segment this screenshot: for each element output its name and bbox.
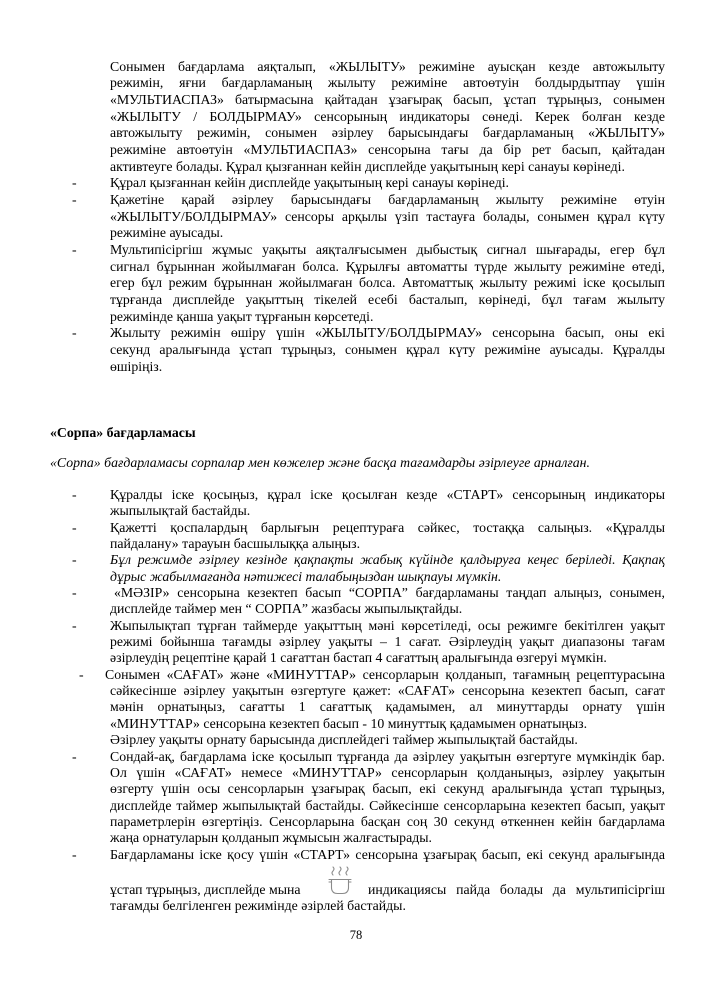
page-number: 78 <box>349 928 363 942</box>
text-line: мәнін орнатыңыз, сағатты 1 сағаттық қадамымен, ал минуттарды орнату үшін <box>110 699 665 715</box>
text-after-icon: индикациясы пайда болады да мультипісіргіш <box>368 881 665 897</box>
text-line: Жыпылықтап тұрған таймерде уақыттың мәні көрсетіледі, осы режимге бекітілген уақыт <box>110 617 665 633</box>
text-line: тұрғанда дисплейде уақыттың тікелей есебі басталып, көрінеді, бұл тағам жылыту <box>110 291 665 307</box>
section-description: «Сорпа» бағдарламасы сорпалар мен көжелер және басқа тағамдарды әзірлеуге арналған. <box>50 454 590 470</box>
text-line: сигнал бұрыннан жойылмаған болса. Құрылғы автоматты түрде жылыту режиміне өтеді, <box>110 258 665 274</box>
bullet-item <box>72 325 665 375</box>
text-line: жыпылықтай бастайды. <box>110 503 251 519</box>
bullet-item <box>72 175 665 192</box>
bullet-marker: - <box>72 748 77 764</box>
bullet-marker: - <box>79 666 84 682</box>
text-line: «ЖЫЛЫТУ/БОЛДЫРМАУ» сенсоры арқылы үзіп тастауға болады, сонымен құрал күту <box>110 208 665 224</box>
text-line: режимін, яғни бағдарламаның жылыту режиміне автоөтуін болдырдытпау үшін <box>110 75 665 91</box>
text-line: пайдалану» тарауын басшылыққа алыңыз. <box>110 535 361 551</box>
text-line: «МУЛЬТИАСПАЗ» батырмасына қайтадан ұзағырақ басып, ұстап тұрыңыз, сонымен <box>110 92 665 107</box>
bullet-marker: - <box>72 552 77 568</box>
bullet-item <box>72 191 665 242</box>
soup-instructions <box>72 486 665 915</box>
text-line: егер бұл режим бұрыннан жойылмаған болса. Автоматтық жылыту режимі іске қосылып <box>110 275 665 291</box>
text-line: Сонымен «САҒАТ» және «МИНУТТАР» сенсорларын қолданып, тағамның рецептурасына <box>105 666 665 682</box>
section-heading: «Сорпа» бағдарламасы <box>50 425 196 440</box>
bullet-marker: - <box>72 325 77 341</box>
bullet-item-start <box>72 846 665 915</box>
text-line: Сондай-ақ, бағдарлама іске қосылып тұрғанда да әзірлеу уақытын өзгертуге мүмкіндік бар. <box>110 748 665 764</box>
bullet-item <box>72 617 665 667</box>
intro-paragraph <box>110 59 665 176</box>
text-line: өшіріңіз. <box>110 358 163 374</box>
bullet-marker: - <box>72 191 77 207</box>
text-line: жаңа орнатуларын қолданып жұмысын жалғастырады. <box>110 830 432 846</box>
text-line: Құралды іске қосыңыз, құрал іске қосылған кезде «СТАРТ» сенсорының индикаторы <box>110 486 665 502</box>
text-line: Құрал қызғаннан кейін дисплейде уақытының кері санауы көрінеді. <box>110 175 509 191</box>
text-line: сәйкесінше әзірлеу уақытын өзгертуге қажет: «САҒАТ» сенсорына кезектеп басып, сағат <box>110 683 665 699</box>
text-line: режиміне ауысады. <box>110 225 224 241</box>
bullet-item <box>72 584 665 618</box>
text-line: «ЖЫЛЫТУ / БОЛДЫРМАУ» сенсорының индикаторы сөнеді. Керек болған кезде <box>110 108 665 124</box>
text-line: әзірлеудің рецептіне қарай 1 сағаттан бастап 4 сағаттың аралығында өзгеруі мүмкін. <box>110 650 607 666</box>
bullet-marker: - <box>72 846 77 862</box>
text-line: активтеуге болады. Құрал қызғаннан кейін дисплейде уақытының кері санауы көрінеді. <box>110 158 625 174</box>
text-line: режиміне автоөтуін «МУЛЬТИАСПАЗ» сенсорына тағы да бір рет басып, қайтадан <box>110 141 665 157</box>
text-line: дисплейде таймер мен “ СОРПА” жазбасы жыпылықтайды. <box>110 601 463 617</box>
text-line: Қажетті қоспалардың барлығын рецептураға сәйкес, тостаққа салыңыз. «Құралды <box>110 519 665 535</box>
bullet-marker: - <box>72 175 77 191</box>
text-line: Мультипісіргіш жұмыс уақыты аяқталғысымен дыбыстық сигнал шығарады, егер бұл <box>110 241 665 257</box>
bullet-marker: - <box>72 486 77 502</box>
text-line: секунд аралығында ұстап тұрыңыз, сонымен құрал күту режиміне ауысады. Құралды <box>110 341 665 357</box>
text-line: өзгерту үшін осы сенсорларын ұзағырақ басып, екі секунд аралығында ұстап тұрыңыз, <box>110 781 665 797</box>
text-line: автожылыту режимін, сонымен әзірлеу барысындағы бағдарламаның «ЖЫЛЫТУ» <box>110 125 665 141</box>
bullet-item <box>72 486 665 520</box>
bullet-item <box>72 241 665 325</box>
text-before-icon: ұстап тұрыңыз, дисплейде мына <box>110 881 301 897</box>
text-line: Қажетіне қарай әзірлеу барысындағы бағдарламаның жылыту режиміне өтуін <box>110 191 665 207</box>
text-line: Бағдарламаны іске қосу үшін «СТАРТ» сенсорына ұзағырақ басып, екі секунд аралығында <box>110 846 665 862</box>
text-line-with-icon <box>110 882 665 898</box>
bullet-marker: - <box>72 617 77 633</box>
bullet-marker: - <box>72 519 77 535</box>
text-line: Сонымен бағдарлама аяқталып, «ЖЫЛЫТУ» режиміне ауысқан кезде автожылыту <box>110 58 665 74</box>
text-line: режимі бойынша тағамды әзірлеу уақыты – 1 сағат. Әзірлеудің уақыт диапазоны тағам <box>110 634 665 650</box>
bullet-item <box>72 748 665 847</box>
text-line: Әзірлеу уақыты орнату барысында дисплейдегі таймер жыпылықтай бастайды. <box>110 732 578 748</box>
text-line: Бұл режимде әзірлеу кезінде қақпақты жабық күйінде қалдыруға кеңес беріледі. Қақпақ <box>110 552 665 568</box>
text-line: режимінде қанша уақыт тұрғанын көрсетеді. <box>110 308 374 324</box>
text-line: тағамды белгіленген режимінде әзірлей бастайды. <box>110 898 406 914</box>
bullet-item <box>72 519 665 553</box>
pot-steam-icon <box>325 866 355 896</box>
text-line: Ол үшін «САҒАТ» немесе «МИНУТТАР» сенсорларын қолданыңыз, әзірлеу уақытын <box>110 764 665 780</box>
bullet-item-note <box>72 552 665 585</box>
text-line: параметрлерін өзгертіңіз. Сенсорларына басқан соң 30 секунд өткеннен кейін бағдарлама <box>110 813 665 829</box>
text-line: Жылыту режимін өшіру үшін «ЖЫЛЫТУ/БОЛДЫРМАУ» сенсорына басып, оны екі <box>110 325 665 341</box>
text-line: «МӘЗІР» сенсорына кезектеп басып “СОРПА” бағдарламаны таңдап алыңыз, сонымен, <box>114 584 665 600</box>
text-line: дисплейде таймер жыпылықтай бастайды. Сәйкесінше сенсорларына кезектеп басып, уақыт <box>110 797 665 813</box>
text-line: «МИНУТТАР» сенсорына кезектеп басып - 10 минуттық қадамымен орнатыңыз. <box>110 715 588 731</box>
bullet-item <box>79 666 665 749</box>
text-line: дұрыс жабылмағанда нәтижесі талабыңыздан шықпауы мүмкін. <box>110 568 502 584</box>
bullet-marker: - <box>72 584 77 600</box>
bullet-marker: - <box>72 241 77 257</box>
warming-instructions <box>72 58 665 375</box>
